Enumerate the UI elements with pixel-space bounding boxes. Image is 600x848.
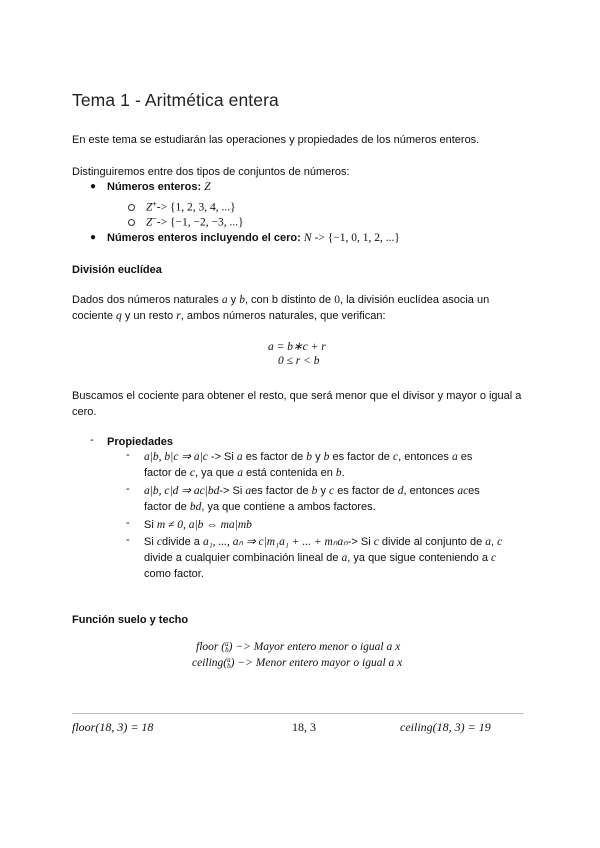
division-line-1: Dados dos números naturales a y b, con b distinto de 0, la división euclídea asocia un [72, 294, 490, 306]
bullet-icon: ● [90, 181, 97, 192]
equation-remainder: 0 ≤ r < b [278, 355, 320, 367]
footer-ceiling: ceiling(18, 3) = 19 [400, 720, 491, 734]
property-4-line-2: divide a cualquier combinación lineal de a, ya que sigue conteniendo a c [144, 552, 497, 564]
circle-bullet-icon [128, 219, 135, 226]
resto-line-2: cero. [72, 406, 97, 418]
ceiling-definition: ceiling(a b) −> Menor entero mayor o igual a x [192, 656, 403, 671]
list-item-zminus: Z−-> {−1, −2, −3, ...} [146, 214, 244, 229]
property-1-line-2: factor de c, ya que a está contenida en b. [144, 467, 345, 479]
distinguish-paragraph: Distinguiremos entre dos tipos de conjuntos de números: [72, 166, 350, 178]
footer-divider [72, 713, 524, 714]
dash-bullet-icon: - [126, 449, 130, 461]
heading-funcion: Función suelo y techo [72, 614, 189, 626]
footer-floor: floor(18, 3) = 18 [72, 720, 154, 734]
property-4-line-1: Si cdivide a a₁, ..., aₙ ⇒ c|m₁a₁ + ... + mₙaₙ-> Si c divide al conjunto de a, c [144, 536, 503, 548]
dash-bullet-icon: - [90, 434, 94, 446]
heading-division: División euclídea [72, 264, 162, 276]
list-item-enteros: Números enteros: Z [107, 181, 211, 193]
property-2-line-2: factor de bd, ya que contiene a ambos factores. [144, 501, 376, 513]
dash-bullet-icon: - [126, 534, 130, 546]
equation-division: a = b∗c + r [268, 341, 326, 353]
page-title: Tema 1 - Aritmética entera [72, 90, 279, 110]
list-item-cero: Números enteros incluyendo el cero: N -> {−1, 0, 1, 2, ...} [107, 232, 400, 244]
division-line-2: cociente q y un resto r, ambos números naturales, que verifican: [72, 310, 386, 322]
list-item-zplus: Z+-> {1, 2, 3, 4, ...} [146, 199, 236, 214]
intro-paragraph: En este tema se estudiarán las operaciones y propiedades de los números enteros. [72, 134, 480, 146]
floor-definition: floor (a b) −> Mayor entero menor o igual a x [196, 640, 401, 655]
dash-bullet-icon: - [126, 517, 130, 529]
property-4-line-3: como factor. [144, 568, 204, 580]
property-1-line-1: a|b, b|c ⇒ a|c -> Si a es factor de b y b es factor de c, entonces a es [144, 451, 473, 463]
property-2-line-1: a|b, c|d ⇒ ac|bd-> Si aes factor de b y c es factor de d, entonces aces [144, 485, 480, 497]
heading-propiedades: Propiedades [107, 436, 174, 448]
resto-line-1: Buscamos el cociente para obtener el resto, que será menor que el divisor y mayor o igual a [72, 390, 522, 402]
footer-middle: 18, 3 [292, 720, 316, 734]
bullet-icon: ● [90, 232, 97, 243]
dash-bullet-icon: - [126, 483, 130, 495]
circle-bullet-icon [128, 204, 135, 211]
property-3: Si m ≠ 0, a|b ⇔ ma|mb [144, 519, 252, 531]
